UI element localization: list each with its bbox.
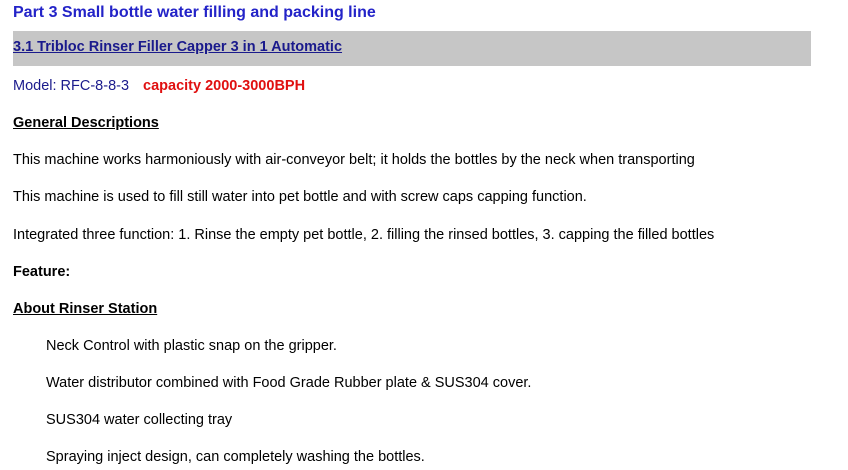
rinser-item-spraying-design: Spraying inject design, can completely washing the bottles. <box>46 449 425 465</box>
section-title: 3.1 Tribloc Rinser Filler Capper 3 in 1 Automatic <box>13 39 343 55</box>
capacity-label: capacity 2000-3000BPH <box>143 78 306 94</box>
rinser-item-collecting-tray: SUS304 water collecting tray <box>46 412 233 428</box>
paragraph-air-conveyor: This machine works harmoniously with air-conveyor belt; it holds the bottles by the neck when transporting <box>13 152 695 168</box>
general-descriptions-heading: General Descriptions <box>13 115 159 131</box>
paragraph-integrated-functions: Integrated three function: 1. Rinse the empty pet bottle, 2. filling the rinsed bottles, 3. capping the filled bottles <box>13 227 715 243</box>
paragraph-fill-function: This machine is used to fill still water into pet bottle and with screw caps capping function. <box>13 189 587 205</box>
model-label: Model: RFC-8-8-3 <box>13 78 130 94</box>
section-header-bar <box>13 31 811 66</box>
rinser-item-water-distributor: Water distributor combined with Food Grade Rubber plate & SUS304 cover. <box>46 375 532 391</box>
rinser-station-heading: About Rinser Station <box>13 301 158 317</box>
feature-label: Feature: <box>13 264 71 280</box>
model-line <box>13 77 305 95</box>
rinser-item-neck-control: Neck Control with plastic snap on the gripper. <box>46 338 337 354</box>
part-title: Part 3 Small bottle water filling and packing line <box>13 4 376 21</box>
